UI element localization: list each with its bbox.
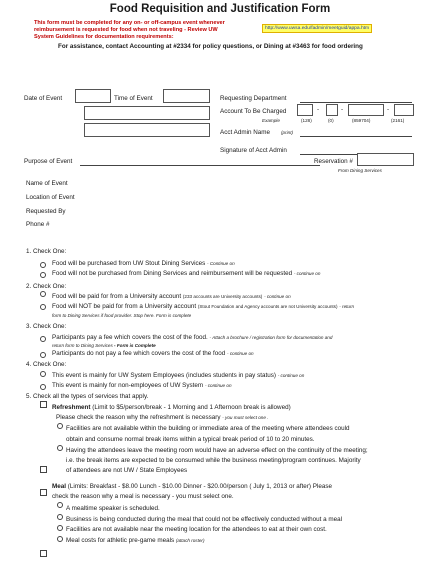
- extra-meal-checkbox[interactable]: [40, 550, 47, 557]
- purpose-of-event-line[interactable]: [80, 165, 320, 166]
- refreshment-prompt: Please check the reason why the refreshment is necessary - you must select one .: [56, 414, 269, 421]
- time-of-event-field[interactable]: [163, 89, 210, 103]
- signature-label: Signature of Acct Admin: [220, 147, 287, 154]
- time-of-event-label: Time of Event: [114, 95, 153, 102]
- meal-reason-3-radio[interactable]: [57, 525, 63, 531]
- reservation-field[interactable]: [357, 153, 414, 166]
- account-field-area[interactable]: [326, 104, 338, 116]
- section-1-heading: 1. Check One:: [26, 248, 67, 255]
- notice-line-2: reimbursement is requested for food when not traveling - Review UW: [34, 27, 218, 33]
- refreshment-checkbox[interactable]: [40, 401, 47, 408]
- meal-prompt: check the reason why a meal is necessary - you must select one.: [52, 493, 234, 500]
- account-dash-1: -: [317, 106, 320, 113]
- section-5-heading: 5. Check all the types of services that apply.: [26, 393, 149, 400]
- phone-label: Phone #: [26, 221, 50, 228]
- s2-option-2: Food will NOT be paid for from a University account (Stout Foundation and Agency accounts are not University accounts) - return: [52, 303, 355, 310]
- meal-reason-1-radio[interactable]: [57, 502, 63, 508]
- section-3-heading: 3. Check One:: [26, 323, 67, 330]
- account-field-project[interactable]: [394, 104, 414, 116]
- s1-option-1: Food will be purchased from UW Stout Dining Services - Continue on: [52, 260, 235, 267]
- meal-reason-2-radio[interactable]: [57, 514, 63, 520]
- account-charged-label: Account To Be Charged: [220, 108, 287, 115]
- location-of-event-label: Location of Event: [26, 194, 75, 201]
- date-of-event-field[interactable]: [75, 89, 111, 103]
- s4-option-1: This event is mainly for UW System Employees (includes students in pay status) - continue on: [52, 372, 305, 379]
- s4-option-2-radio[interactable]: [40, 384, 46, 390]
- s3-option-2: Participants do not pay a fee which covers the cost of the food - continue on: [52, 350, 254, 357]
- s3-option-1: Participants pay a fee which covers the cost of the food. - Attach a brochure / registration form for documentation and: [52, 334, 333, 341]
- s2-option-2-radio[interactable]: [40, 304, 46, 310]
- reservation-label: Reservation #: [314, 158, 353, 165]
- example-area: (0): [328, 118, 334, 123]
- example-label: Example: [262, 118, 280, 123]
- extra-refreshment-checkbox[interactable]: [40, 466, 47, 473]
- form-title: Food Requisition and Justification Form: [109, 3, 331, 15]
- meal-checkbox[interactable]: [40, 489, 47, 496]
- s4-option-1-radio[interactable]: [40, 371, 46, 377]
- account-field-dept[interactable]: [348, 104, 384, 116]
- name-of-event-label: Name of Event: [26, 180, 68, 187]
- s1-option-1-radio[interactable]: [40, 262, 46, 268]
- refreshment-line: Refreshment (Limit to $5/person/break - 1 Morning and 1 Afternoon break is allowed): [52, 404, 291, 411]
- s2-option-1: Food will be paid for from a University account (233 accounts are University accounts) - continue on: [52, 293, 291, 300]
- guidelines-link[interactable]: http://www.uwsa.edu/fadmin/meetguid/appa.htm: [262, 24, 372, 33]
- requesting-department-label: Requesting Department: [220, 95, 287, 102]
- example-project: (2161): [391, 118, 405, 123]
- example-fund: (128): [301, 118, 312, 123]
- s2-option-2-continued: form to Dining Services if food provider. Stop here. Form is complete: [52, 313, 192, 318]
- example-dept: (859704): [352, 118, 371, 123]
- assistance-note: For assistance, contact Accounting at #2334 for policy questions, or Dining at #3463 for food ordering: [58, 43, 363, 50]
- s2-option-1-radio[interactable]: [40, 291, 46, 297]
- meal-line: Meal (Limits: Breakfast - $8.00 Lunch - $10.00 Dinner - $20.00/person ( July 1, 2013 or after) Please: [52, 483, 333, 490]
- meal-reason-4-radio[interactable]: [57, 536, 63, 542]
- s3-option-1-radio[interactable]: [40, 336, 46, 342]
- event-detail-field-2[interactable]: [84, 123, 210, 137]
- section-2-heading: 2. Check One:: [26, 283, 67, 290]
- requested-by-label: Requested By: [26, 208, 66, 215]
- print-hint: (print): [281, 130, 293, 135]
- s4-option-2: This event is mainly for non-employees of UW System - continue on: [52, 382, 232, 389]
- refreshment-reason-2a: Having the attendees leave the meeting room would have an adverse effect on the continuity of the meeting;: [66, 447, 368, 454]
- meal-reason-3: Facilities are not available near the meeting location for the attendees to eat at their own cost.: [66, 526, 327, 533]
- from-dining-note: From Dining Services: [338, 168, 382, 173]
- refreshment-reason-1b: obtain and consume normal break items within a typical break period of 10 to 20 minutes.: [66, 436, 315, 443]
- acct-admin-name-line[interactable]: [300, 136, 412, 137]
- requesting-department-line[interactable]: [300, 102, 412, 103]
- acct-admin-name-label: Acct Admin Name: [220, 129, 271, 136]
- account-field-fund[interactable]: [297, 104, 313, 116]
- meal-reason-1: A mealtime speaker is scheduled.: [66, 505, 160, 512]
- event-detail-field-1[interactable]: [84, 106, 210, 120]
- meal-reason-2: Business is being conducted during the meal that could not be effectively conducted without a meal: [66, 516, 343, 523]
- refreshment-reason-2b: i.e. the break items are expected to be consumed while the business meeting/program continues. Majority: [66, 457, 361, 464]
- account-dash-2: -: [341, 106, 344, 113]
- notice-line-3: System Guidelines for documentation requirements:: [34, 34, 174, 40]
- meal-reason-4: Meal costs for athletic pre-game meals (attach roster): [66, 537, 205, 544]
- s3-option-1-continued: return form to Dining Services - Form is Complete: [52, 343, 156, 348]
- refreshment-reason-2-radio[interactable]: [57, 445, 63, 451]
- refreshment-reason-2c: of attendees are not UW / State Employees: [66, 467, 188, 474]
- refreshment-reason-1-radio[interactable]: [57, 423, 63, 429]
- purpose-of-event-label: Purpose of Event: [24, 158, 73, 165]
- s1-option-2-radio[interactable]: [40, 272, 46, 278]
- section-4-heading: 4. Check One:: [26, 361, 67, 368]
- date-of-event-label: Date of Event: [24, 95, 63, 102]
- notice-line-1: This form must be completed for any on- or off-campus event whenever: [34, 20, 225, 26]
- refreshment-reason-1a: Facilities are not available within the building or immediate area of the meeting where attendees could: [66, 425, 350, 432]
- s3-option-2-radio[interactable]: [40, 352, 46, 358]
- account-dash-3: -: [387, 106, 390, 113]
- s1-option-2: Food will not be purchased from Dining Services and reimbursement will be requested - continue on: [52, 270, 321, 277]
